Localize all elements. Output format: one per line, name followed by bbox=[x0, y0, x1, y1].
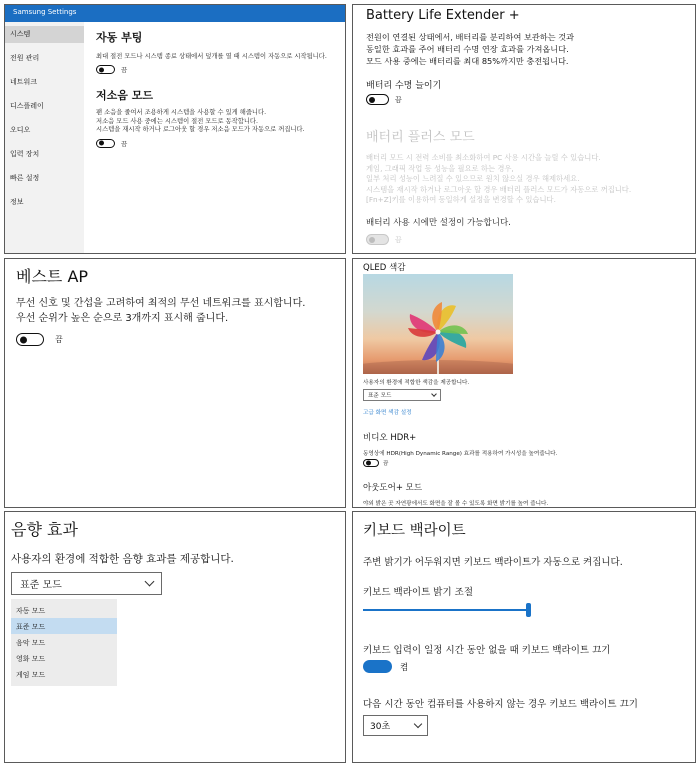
option-game-mode[interactable] bbox=[11, 666, 117, 682]
sound-mode-select[interactable] bbox=[11, 572, 162, 595]
pinwheel-image bbox=[363, 274, 513, 374]
battery-plus-toggle-row bbox=[366, 234, 402, 245]
sidebar-item-audio[interactable] bbox=[5, 122, 84, 139]
timeout-select[interactable] bbox=[363, 715, 428, 736]
sidebar-item-info[interactable] bbox=[5, 194, 84, 211]
option-label: 게임 모드 bbox=[16, 671, 46, 679]
best-ap-toggle[interactable] bbox=[16, 333, 44, 346]
window-title: Samsung Settings bbox=[13, 8, 77, 16]
brightness-slider[interactable] bbox=[363, 603, 531, 617]
title-bar bbox=[5, 5, 345, 22]
sidebar-item-label: 시스템 bbox=[10, 30, 31, 38]
sound-mode-select-value: 표준 모드 bbox=[20, 580, 62, 591]
auto-boot-desc: 최대 절전 모드나 시스템 종료 상태에서 덮개를 열 때 시스템이 자동으로 시작됩니다. bbox=[96, 53, 327, 60]
idle-off-label: 키보드 입력이 일정 시간 동안 없을 때 키보드 백라이트 끄기 bbox=[363, 645, 611, 656]
best-ap-title: 베스트 AP bbox=[16, 267, 89, 286]
sidebar-item-quick-settings[interactable] bbox=[5, 170, 84, 187]
quiet-mode-section bbox=[96, 87, 341, 148]
panel-qled-color bbox=[352, 258, 696, 508]
sidebar-item-input[interactable] bbox=[5, 146, 84, 163]
battery-plus-title: 배터리 플러스 모드 bbox=[366, 130, 475, 145]
panel-battery bbox=[352, 4, 696, 254]
option-label: 영화 모드 bbox=[16, 655, 46, 663]
auto-boot-toggle-row bbox=[96, 65, 341, 74]
quiet-mode-toggle-label: 끔 bbox=[121, 139, 128, 148]
hdr-toggle-label: 끔 bbox=[383, 461, 389, 467]
sound-mode-options bbox=[11, 599, 117, 686]
auto-boot-toggle-label: 끔 bbox=[121, 66, 128, 74]
battery-plus-note: 배터리 사용 시에만 설정이 가능합니다. bbox=[366, 218, 511, 228]
best-ap-toggle-label: 끔 bbox=[55, 335, 63, 344]
sidebar-item-system[interactable] bbox=[5, 26, 84, 43]
hdr-toggle[interactable] bbox=[363, 459, 379, 467]
idle-off-toggle-row bbox=[363, 660, 408, 673]
battery-extend-toggle[interactable] bbox=[366, 94, 389, 105]
sound-title: 음향 효과 bbox=[11, 520, 78, 539]
quiet-mode-desc: 팬 소음을 줄여서 조용하게 시스템을 사용할 수 있게 해줍니다. 저소음 모드 사용 중에는 시스템이 절전 모드로 동작합니다. 시스템을 재시작 하거나 로그아웃 할 경우 저소음 모드가 자동으로 꺼집니다. bbox=[96, 109, 305, 133]
auto-boot-section bbox=[96, 29, 341, 74]
battery-extender-desc: 전원이 연결된 상태에서, 배터리를 분리하여 보관하는 것과 동일한 효과를 주어 배터리 수명 연장 효과를 가져옵니다. 모드 사용 중에는 배터리를 최대 85%까지만 충전됩니다. bbox=[366, 32, 575, 66]
sidebar-item-label: 오디오 bbox=[10, 126, 31, 134]
sidebar-item-label: 전원 관리 bbox=[10, 54, 40, 62]
sidebar-item-label: 디스플레이 bbox=[10, 102, 44, 110]
panel-sound-effect bbox=[4, 511, 346, 763]
option-label: 표준 모드 bbox=[16, 623, 46, 631]
qled-mode-select[interactable] bbox=[363, 389, 441, 401]
option-music-mode[interactable] bbox=[11, 634, 117, 650]
battery-extender-title: Battery Life Extender + bbox=[366, 8, 520, 23]
timeout-select-value: 30초 bbox=[370, 722, 391, 732]
auto-boot-toggle[interactable] bbox=[96, 65, 115, 74]
panel-system-settings bbox=[4, 4, 346, 254]
auto-boot-title: 자동 부팅 bbox=[96, 31, 143, 44]
qled-title: QLED 색감 bbox=[363, 263, 406, 273]
brightness-label: 키보드 백라이트 밝기 조절 bbox=[363, 587, 474, 598]
option-label: 자동 모드 bbox=[16, 607, 46, 615]
qled-desc: 사용자의 환경에 적합한 색감을 제공합니다. bbox=[363, 380, 470, 386]
timeout-label: 다음 시간 동안 컴퓨터를 사용하지 않는 경우 키보드 백라이트 끄기 bbox=[363, 699, 638, 710]
battery-extend-label: 배터리 수명 늘이기 bbox=[366, 81, 442, 91]
option-movie-mode[interactable] bbox=[11, 650, 117, 666]
advanced-color-link[interactable]: 고급 화면 색감 설정 bbox=[363, 410, 412, 416]
sidebar-item-label: 네트워크 bbox=[10, 78, 38, 86]
idle-off-toggle-label: 켬 bbox=[400, 662, 409, 673]
sidebar-item-power[interactable] bbox=[5, 50, 84, 67]
best-ap-desc: 무선 신호 및 간섭을 고려하여 최적의 무선 네트워크를 표시합니다. 우선 순위가 높은 순으로 3개까지 표시해 줍니다. bbox=[16, 298, 306, 324]
chevron-down-icon bbox=[145, 577, 155, 587]
slider-fill bbox=[363, 609, 529, 611]
sidebar bbox=[5, 22, 84, 253]
quiet-mode-toggle-row bbox=[96, 139, 341, 148]
chevron-down-icon bbox=[414, 720, 422, 728]
quiet-mode-toggle[interactable] bbox=[96, 139, 115, 148]
outdoor-desc: 야외 밝은 곳 자연광에서도 화면을 잘 볼 수 있도록 화면 밝기를 높여 줍니다. bbox=[363, 501, 549, 507]
option-standard-mode[interactable] bbox=[11, 618, 117, 634]
hdr-toggle-row bbox=[363, 459, 388, 467]
option-auto-mode[interactable] bbox=[11, 602, 117, 618]
battery-plus-toggle[interactable] bbox=[366, 234, 389, 245]
outdoor-title: 아웃도어+ 모드 bbox=[363, 483, 423, 493]
battery-plus-desc: 배터리 모드 시 전력 소비를 최소화하여 PC 사용 시간을 늘릴 수 있습니다. 게임, 그래픽 작업 등 성능을 필요로 하는 경우, 일부 처리 성능이 느려질 수 있으므로 원치 않으실 경우 해제하세요. 시스템을 재시작 하거나 로그아웃 할 경우 배터리 플러스 모드가 자동으로 꺼집니다. [Fn+Z]키를 이용하여 동일하게 설정을 변경할 수 있습니다. bbox=[366, 153, 632, 205]
option-label: 음악 모드 bbox=[16, 639, 46, 647]
sidebar-item-label: 빠른 설정 bbox=[10, 174, 40, 182]
qled-preview-image bbox=[363, 274, 513, 374]
sidebar-item-label: 정보 bbox=[10, 198, 24, 206]
idle-off-toggle[interactable] bbox=[363, 660, 392, 673]
hdr-title: 비디오 HDR+ bbox=[363, 433, 417, 443]
sound-desc: 사용자의 환경에 적합한 음향 효과를 제공합니다. bbox=[11, 553, 234, 565]
keyboard-desc: 주변 밝기가 어두워지면 키보드 백라이트가 자동으로 켜집니다. bbox=[363, 557, 623, 568]
sidebar-item-network[interactable] bbox=[5, 74, 84, 91]
sidebar-item-label: 입력 장치 bbox=[10, 150, 40, 158]
qled-mode-select-value: 표준 모드 bbox=[368, 393, 392, 399]
panel-best-ap bbox=[4, 258, 346, 508]
keyboard-title: 키보드 백라이트 bbox=[363, 523, 466, 539]
hdr-desc: 동영상에 HDR(High Dynamic Range) 효과를 적용하여 가시성을 높여줍니다. bbox=[363, 451, 558, 457]
battery-extend-toggle-label: 끔 bbox=[395, 95, 402, 104]
sidebar-item-display[interactable] bbox=[5, 98, 84, 115]
panel-keyboard-backlight bbox=[352, 511, 696, 763]
slider-thumb[interactable] bbox=[526, 603, 531, 617]
battery-extend-toggle-row bbox=[366, 94, 402, 105]
quiet-mode-title: 저소음 모드 bbox=[96, 89, 153, 102]
battery-plus-toggle-label: 끔 bbox=[395, 235, 402, 244]
chevron-down-icon bbox=[431, 391, 437, 397]
best-ap-toggle-row bbox=[16, 333, 63, 346]
